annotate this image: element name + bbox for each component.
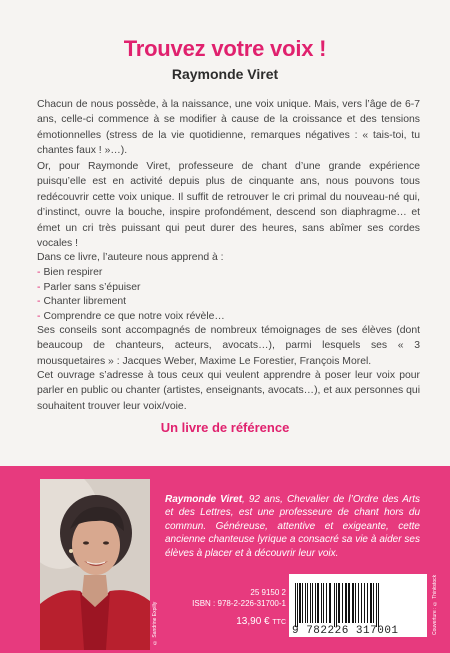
book-codes <box>176 587 286 609</box>
bullet-marker: - <box>37 310 41 322</box>
barcode-bar <box>317 583 319 623</box>
barcode-bar <box>378 583 379 627</box>
barcode-digits: 9 782226 317001 <box>292 625 399 637</box>
barcode-bar <box>352 583 354 623</box>
price-suffix: TTC <box>272 619 286 626</box>
barcode-bar <box>342 583 343 623</box>
bullet-marker: - <box>37 281 41 293</box>
skills-list <box>37 266 225 324</box>
barcode-bar <box>321 583 322 623</box>
list-item: - Comprendre ce que notre voix révèle… <box>37 310 225 322</box>
barcode-bar <box>334 583 335 627</box>
barcode-bar <box>326 583 327 623</box>
barcode-bar <box>370 583 372 623</box>
barcode-bar <box>345 583 347 623</box>
barcode-bar <box>373 583 374 623</box>
bio-author-name: Raymonde Viret <box>165 494 243 505</box>
list-item: - Chanter librement <box>37 296 127 308</box>
barcode-bar <box>329 583 331 623</box>
barcode-bar <box>376 583 377 627</box>
barcode <box>293 583 421 627</box>
book-title: Trouvez votre voix ! <box>123 36 327 61</box>
author-photo <box>40 479 150 650</box>
barcode-bar <box>338 583 340 623</box>
barcode-bar <box>336 583 337 627</box>
list-item: - Parler sans s’épuiser <box>37 281 141 293</box>
barcode-bar <box>364 583 365 623</box>
barcode-bar <box>367 583 368 623</box>
price <box>176 616 286 627</box>
tagline: Un livre de référence <box>160 420 290 435</box>
barcode-bar <box>307 583 308 623</box>
bullet-marker: - <box>37 296 41 308</box>
book-author: Raymonde Viret <box>171 66 279 82</box>
author-bio <box>165 493 420 560</box>
barcode-bar <box>348 583 350 623</box>
barcode-bar <box>305 583 306 623</box>
barcode-bar <box>295 583 296 627</box>
barcode-bar <box>302 583 303 623</box>
barcode-bar <box>323 583 324 623</box>
barcode-bar <box>355 583 356 623</box>
internal-code: 25 9150 2 <box>250 588 286 597</box>
blurb-paragraph-4: Ses conseils sont accompagnés de nombreux témoignages de ses élèves (dont beaucoup de chanteurs, acteurs, avocats…), parmi lesquels ses « 3 mousquetaires » : Jacques Weber, Maxime Le Forestier, François Morel. <box>37 325 420 367</box>
list-item: - Bien respirer <box>37 267 103 278</box>
cover-credit: Couverture : © Thinkstock <box>432 574 438 635</box>
bio-text: , 92 ans, Chevalier de l’Ordre des Arts et des Lettres, est une professeure de chant hors du commun. Généreuse, attentive et exigeante, cette ancienne chanteuse lyrique a consacré sa vie à aider ses élèves à placer et à découvrir leur voix. <box>165 494 420 559</box>
blurb-paragraph-3: Dans ce livre, l’auteure nous apprend à : <box>37 252 224 263</box>
barcode-bar <box>312 583 313 623</box>
isbn: ISBN : 978-2-226-31700-1 <box>192 599 286 608</box>
barcode-bar <box>299 583 301 623</box>
barcode-bar <box>315 583 316 623</box>
barcode-bar <box>297 583 298 627</box>
barcode-bar <box>358 583 359 623</box>
blurb-paragraph-1: Chacun de nous possède, à la naissance, une voix unique. Mais, vers l’âge de 6-7 ans, celle-ci commence à se modifier à cause de la croissance et des tensions émotionnelles (stress de la vie quotidienne, remarques négatives : « tais-toi, tu chantes faux ! »…). <box>37 99 420 157</box>
price-value: 13,90 € <box>236 616 270 627</box>
photo-credit: © Sandrine Expilly <box>152 601 158 645</box>
barcode-bar <box>310 583 311 623</box>
blurb-paragraph-2: Or, pour Raymonde Viret, professeure de chant d’une grande expérience puisqu’elle est en activité depuis plus de cinquante ans, nous pouvons tous redécouvrir cette voix unique. Il suffit de retrouver le cri primal du nouveau-né qui, d’instinct, ouvre la bouche, inspire profondément, descend son diaphragme… et émet un cri très puissant qui peut durer des heures, sans abîmer ses cordes vocales ! <box>37 161 420 250</box>
blurb-paragraph-5: Cet ouvrage s’adresse à tous ceux qui veulent apprendre à poser leur voix pour parler en public ou chanter (artistes, enseignants, avocats…), et aux personnes qui souhaitent trouver leur voix/voie. <box>37 370 420 412</box>
bullet-marker: - <box>37 267 41 278</box>
barcode-bar <box>361 583 362 623</box>
